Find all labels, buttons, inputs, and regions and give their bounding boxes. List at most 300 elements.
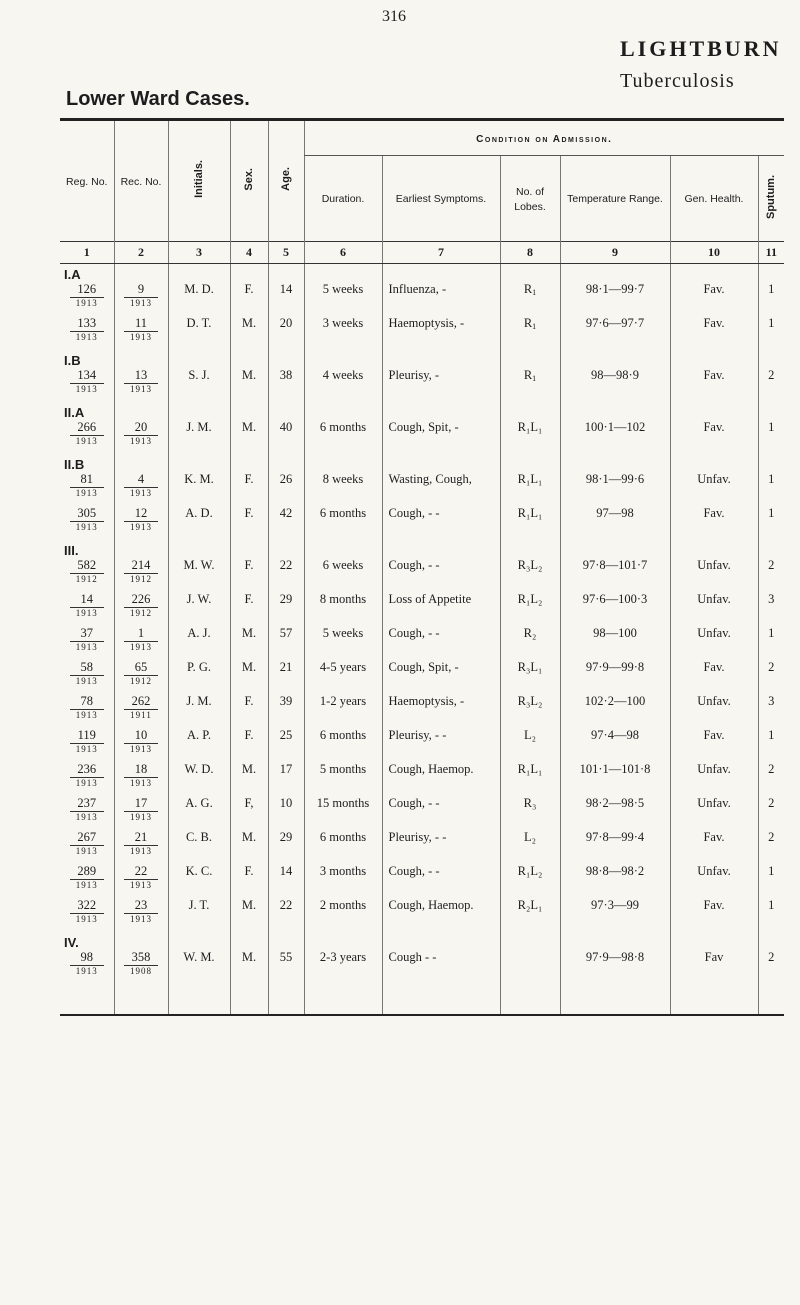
age-value: 17: [279, 762, 293, 776]
rec-cell: [114, 796, 168, 830]
lobes-base: R: [523, 316, 533, 330]
rec-number: 21: [134, 830, 148, 844]
age-value: 21: [279, 660, 293, 674]
group-label: IV.: [64, 935, 79, 950]
sex-value: M.: [241, 368, 257, 382]
temperature-value: 97·9—98·8: [585, 950, 645, 964]
rec-cell: [114, 592, 168, 626]
column-number: 6: [304, 242, 382, 264]
lobes-cell: [500, 796, 560, 830]
temperature-cell: [560, 592, 670, 626]
column-number: 5: [268, 242, 304, 264]
reg-year: 1912: [70, 573, 104, 585]
section-title: Lower Ward Cases.: [66, 88, 250, 110]
duration-value: 3 months: [319, 864, 367, 878]
duration-value: 5 months: [319, 762, 367, 776]
sputum-cell: [758, 472, 784, 506]
reg-year: 1913: [70, 743, 104, 755]
initials-value: A. G.: [185, 796, 213, 810]
sputum-value: 1: [768, 282, 775, 296]
age-cell: [268, 950, 304, 984]
age-cell: [268, 660, 304, 694]
rec-number: 13: [134, 368, 148, 382]
reg-number: 237: [77, 796, 97, 810]
rec-year: 1913: [124, 297, 158, 309]
lobes-cell: [500, 472, 560, 506]
table-body: [60, 264, 784, 985]
cases-table: [60, 118, 784, 1016]
rec-number: 65: [134, 660, 148, 674]
symptoms-value: Pleurisy, -: [388, 368, 440, 382]
rec-cell: [114, 830, 168, 864]
duration-cell: [304, 898, 382, 932]
health-value: Fav.: [703, 368, 725, 382]
lobes-value: [501, 728, 560, 746]
health-value: Fav.: [703, 282, 725, 296]
reg-number: 14: [80, 592, 93, 606]
symptoms-value: Influenza, -: [388, 282, 447, 296]
sex-value: F.: [244, 506, 254, 520]
reg-cell: [60, 592, 114, 626]
reg-cell: [60, 282, 114, 316]
initials-value: M. D.: [184, 282, 214, 296]
rec-number: 22: [134, 864, 148, 878]
temperature-cell: [560, 506, 670, 540]
initials-value: A. D.: [185, 506, 213, 520]
rec-cell: [114, 420, 168, 454]
sputum-value: 1: [768, 728, 775, 742]
initials-cell: [168, 830, 230, 864]
page-number: 316: [382, 8, 406, 25]
sputum-cell: [758, 830, 784, 864]
reg-number: 582: [77, 558, 97, 572]
symptoms-cell: [382, 506, 500, 540]
rec-no-header: Rec. No.: [114, 120, 168, 242]
reg-cell: [60, 420, 114, 454]
reg-number: 98: [80, 950, 93, 964]
sputum-cell: [758, 282, 784, 316]
temperature-cell: [560, 282, 670, 316]
sex-value: M.: [241, 316, 257, 330]
rec-year: 1913: [124, 641, 158, 653]
symptoms-value: Pleurisy, - -: [388, 830, 447, 844]
reg-cell: [60, 728, 114, 762]
initials-cell: [168, 420, 230, 454]
duration-cell: [304, 660, 382, 694]
rec-number: 358: [131, 950, 151, 964]
temperature-cell: [560, 694, 670, 728]
reg-year: 1913: [70, 709, 104, 721]
symptoms-value: Pleurisy, - -: [388, 728, 447, 742]
table-row: [60, 660, 784, 694]
initials-value: W. M.: [183, 950, 215, 964]
temperature-cell: [560, 830, 670, 864]
initials-value: C. B.: [185, 830, 213, 844]
duration-value: 5 weeks: [322, 282, 364, 296]
initials-value: A. P.: [187, 728, 211, 742]
lobes-cell: [500, 728, 560, 762]
sex-value: M.: [241, 950, 257, 964]
sputum-cell: [758, 864, 784, 898]
table-row: [60, 592, 784, 626]
lobes-base: R₂: [523, 626, 537, 640]
reg-number: 81: [80, 472, 93, 486]
symptoms-cell: [382, 762, 500, 796]
symptoms-value: Cough, - -: [388, 626, 440, 640]
sex-value: M.: [241, 660, 257, 674]
temperature-cell: [560, 420, 670, 454]
rec-number: 214: [131, 558, 151, 572]
rec-year: 1912: [124, 675, 158, 687]
table-row: [60, 728, 784, 762]
initials-cell: [168, 506, 230, 540]
temperature-value: 97·8—101·7: [582, 558, 648, 572]
symptoms-cell: [382, 472, 500, 506]
health-cell: [670, 316, 758, 350]
health-value: Unfav.: [697, 796, 731, 810]
sputum-value: 1: [768, 316, 775, 330]
sputum-cell: [758, 316, 784, 350]
temperature-header: Temperature Range.: [560, 156, 670, 242]
column-number-row: [60, 242, 784, 264]
symptoms-value: Cough, - -: [388, 506, 440, 520]
sex-cell: [230, 282, 268, 316]
sex-value: M.: [241, 898, 257, 912]
symptoms-cell: [382, 592, 500, 626]
sputum-cell: [758, 762, 784, 796]
temperature-value: 97·9—99·8: [585, 660, 645, 674]
lobes-value: [501, 626, 560, 644]
symptoms-value: Loss of Appetite: [388, 592, 472, 606]
health-value: Fav.: [703, 506, 725, 520]
lobes-subscript: 1: [532, 374, 537, 383]
table-row: [60, 626, 784, 660]
column-number: 10: [670, 242, 758, 264]
age-value: 22: [279, 898, 293, 912]
initials-cell: [168, 728, 230, 762]
reg-cell: [60, 694, 114, 728]
symptoms-cell: [382, 694, 500, 728]
temperature-value: 100·1—102: [584, 420, 646, 434]
duration-value: 4-5 years: [319, 660, 367, 674]
lobes-subscript: 1: [532, 288, 537, 297]
sex-value: M.: [241, 626, 257, 640]
initials-header: Initials.: [168, 120, 230, 242]
sputum-cell: [758, 592, 784, 626]
rec-year: 1913: [124, 331, 158, 343]
health-value: Unfav.: [697, 592, 731, 606]
health-value: Unfav.: [697, 694, 731, 708]
sputum-cell: [758, 898, 784, 932]
sputum-cell: [758, 558, 784, 592]
health-cell: [670, 506, 758, 540]
sputum-value: 2: [768, 762, 775, 776]
duration-value: 15 months: [316, 796, 370, 810]
reg-number: 37: [80, 626, 93, 640]
age-cell: [268, 558, 304, 592]
initials-cell: [168, 660, 230, 694]
temperature-cell: [560, 316, 670, 350]
age-cell: [268, 830, 304, 864]
reg-year: 1913: [70, 913, 104, 925]
sex-value: M.: [241, 762, 257, 776]
sputum-value: 2: [768, 660, 775, 674]
condition-header: Condition on Admission.: [304, 120, 784, 156]
temperature-value: 98—100: [593, 626, 637, 640]
initials-cell: [168, 796, 230, 830]
symptoms-cell: [382, 864, 500, 898]
symptoms-cell: [382, 558, 500, 592]
sex-value: F.: [244, 282, 254, 296]
temperature-value: 98·1—99·7: [585, 282, 645, 296]
rec-number: 9: [137, 282, 145, 296]
sputum-cell: [758, 796, 784, 830]
duration-value: 6 weeks: [322, 558, 364, 572]
symptoms-cell: [382, 796, 500, 830]
reg-cell: [60, 864, 114, 898]
reg-no-header: Reg. No.: [60, 120, 114, 242]
sex-cell: [230, 592, 268, 626]
table-row: [60, 558, 784, 592]
rec-cell: [114, 472, 168, 506]
symptoms-value: Cough - -: [388, 950, 437, 964]
temperature-value: 98·2—98·5: [585, 796, 645, 810]
temperature-cell: [560, 796, 670, 830]
sputum-cell: [758, 660, 784, 694]
lobes-base: R₁L₁: [517, 762, 543, 776]
sex-cell: [230, 660, 268, 694]
rec-year: 1912: [124, 607, 158, 619]
reg-number: 267: [77, 830, 97, 844]
age-value: 29: [279, 830, 293, 844]
sputum-header: Sputum.: [758, 156, 784, 242]
age-value: 29: [279, 592, 293, 606]
reg-number: 305: [77, 506, 97, 520]
health-cell: [670, 660, 758, 694]
duration-value: 1-2 years: [319, 694, 367, 708]
rec-cell: [114, 282, 168, 316]
initials-cell: [168, 898, 230, 932]
lobes-cell: [500, 282, 560, 316]
symptoms-cell: [382, 626, 500, 660]
table-row: [60, 950, 784, 984]
initials-cell: [168, 592, 230, 626]
table-row: [60, 506, 784, 540]
duration-value: 3 weeks: [322, 316, 364, 330]
rec-year: 1913: [124, 435, 158, 447]
temperature-value: 97—98: [596, 506, 634, 520]
duration-cell: [304, 592, 382, 626]
lobes-base: R₃L₂: [517, 558, 543, 572]
lobes-base: L₂: [524, 728, 536, 742]
age-value: 26: [279, 472, 293, 486]
group-row: [60, 264, 784, 283]
lobes-cell: [500, 592, 560, 626]
sex-value: F.: [244, 728, 254, 742]
sputum-value: 2: [768, 950, 775, 964]
column-number: 7: [382, 242, 500, 264]
temperature-value: 98—98·9: [591, 368, 639, 382]
duration-value: 8 months: [319, 592, 367, 606]
symptoms-value: Cough, Haemop.: [388, 898, 474, 912]
reg-cell: [60, 558, 114, 592]
group-row: [60, 454, 784, 472]
sputum-value: 2: [768, 368, 775, 382]
temperature-cell: [560, 472, 670, 506]
group-label: III.: [64, 543, 79, 558]
lobes-base: R₃L₁: [517, 660, 543, 674]
age-cell: [268, 316, 304, 350]
health-cell: [670, 694, 758, 728]
health-cell: [670, 796, 758, 830]
lobes-cell: [500, 420, 560, 454]
lobes-cell: [500, 950, 560, 984]
lobes-base: R₁L₂: [517, 592, 543, 606]
lobes-value: [501, 694, 560, 712]
rec-number: 12: [134, 506, 148, 520]
temperature-value: 97·3—99: [591, 898, 639, 912]
symptoms-value: Cough, Spit, -: [388, 660, 459, 674]
sputum-value: 1: [768, 420, 775, 434]
health-cell: [670, 950, 758, 984]
lobes-value: [501, 592, 560, 610]
reg-number: 266: [77, 420, 97, 434]
duration-cell: [304, 506, 382, 540]
reg-year: 1913: [70, 521, 104, 533]
sex-cell: [230, 626, 268, 660]
rec-number: 20: [134, 420, 148, 434]
temperature-cell: [560, 864, 670, 898]
symptoms-cell: [382, 830, 500, 864]
rec-year: 1913: [124, 521, 158, 533]
group-row: [60, 350, 784, 368]
initials-value: W. D.: [184, 762, 214, 776]
age-value: 14: [279, 282, 293, 296]
lobes-subscript: 1: [532, 322, 537, 331]
lobes-cell: [500, 694, 560, 728]
health-cell: [670, 898, 758, 932]
rec-year: 1912: [124, 573, 158, 585]
sex-value: F.: [244, 472, 254, 486]
rec-year: 1913: [124, 845, 158, 857]
symptoms-cell: [382, 898, 500, 932]
age-value: 40: [279, 420, 293, 434]
sputum-cell: [758, 506, 784, 540]
sex-cell: [230, 472, 268, 506]
rec-number: 262: [131, 694, 151, 708]
age-cell: [268, 898, 304, 932]
duration-cell: [304, 694, 382, 728]
lobes-base: R₁L₁: [517, 472, 543, 486]
age-cell: [268, 626, 304, 660]
reg-year: 1913: [70, 777, 104, 789]
lobes-cell: [500, 558, 560, 592]
reg-cell: [60, 472, 114, 506]
rec-number: 1: [137, 626, 145, 640]
temperature-cell: [560, 660, 670, 694]
sputum-cell: [758, 626, 784, 660]
initials-value: M. W.: [183, 558, 215, 572]
table-row: [60, 368, 784, 402]
health-value: Fav.: [703, 660, 725, 674]
sputum-value: 3: [768, 592, 775, 606]
reg-cell: [60, 660, 114, 694]
health-cell: [670, 592, 758, 626]
lobes-base: R₁L₁: [517, 420, 543, 434]
symptoms-cell: [382, 950, 500, 984]
duration-cell: [304, 472, 382, 506]
rec-number: 226: [131, 592, 151, 606]
table-row: [60, 796, 784, 830]
initials-cell: [168, 282, 230, 316]
rec-year: 1913: [124, 913, 158, 925]
health-header: Gen. Health.: [670, 156, 758, 242]
reg-year: 1913: [70, 487, 104, 499]
lobes-cell: [500, 316, 560, 350]
sex-cell: [230, 368, 268, 402]
reg-cell: [60, 316, 114, 350]
reg-number: 119: [77, 728, 96, 742]
initials-value: J. M.: [186, 420, 212, 434]
health-cell: [670, 728, 758, 762]
sputum-cell: [758, 368, 784, 402]
duration-cell: [304, 368, 382, 402]
initials-value: J. W.: [186, 592, 212, 606]
health-cell: [670, 626, 758, 660]
rec-cell: [114, 728, 168, 762]
rec-year: 1913: [124, 743, 158, 755]
lobes-header: No. of Lobes.: [500, 156, 560, 242]
lobes-value: [501, 830, 560, 848]
initials-cell: [168, 558, 230, 592]
duration-value: 4 weeks: [322, 368, 364, 382]
reg-number: 58: [80, 660, 93, 674]
sex-value: F,: [244, 796, 254, 810]
rec-cell: [114, 368, 168, 402]
lobes-base: R₁L₂: [517, 864, 543, 878]
rec-number: 23: [134, 898, 148, 912]
sex-cell: [230, 796, 268, 830]
sputum-value: 2: [768, 830, 775, 844]
duration-cell: [304, 728, 382, 762]
rec-cell: [114, 864, 168, 898]
symptoms-value: Cough, - -: [388, 864, 440, 878]
sex-value: F.: [244, 864, 254, 878]
temperature-value: 97·8—99·4: [585, 830, 645, 844]
sex-value: F.: [244, 592, 254, 606]
duration-cell: [304, 830, 382, 864]
duration-cell: [304, 796, 382, 830]
group-label: II.A: [64, 405, 85, 420]
group-label: I.A: [64, 267, 81, 282]
rec-number: 4: [137, 472, 145, 486]
health-value: Unfav.: [697, 762, 731, 776]
sputum-value: 1: [768, 472, 775, 486]
rec-number: 18: [134, 762, 148, 776]
duration-value: 6 months: [319, 830, 367, 844]
table-row: [60, 472, 784, 506]
age-value: 57: [279, 626, 293, 640]
sex-cell: [230, 762, 268, 796]
group-label: I.B: [64, 353, 81, 368]
rec-number: 11: [134, 316, 148, 330]
temperature-value: 97·6—100·3: [582, 592, 648, 606]
reg-year: 1913: [70, 879, 104, 891]
age-value: 55: [279, 950, 293, 964]
reg-year: 1913: [70, 641, 104, 653]
lobes-value: [501, 898, 560, 916]
reg-year: 1913: [70, 435, 104, 447]
